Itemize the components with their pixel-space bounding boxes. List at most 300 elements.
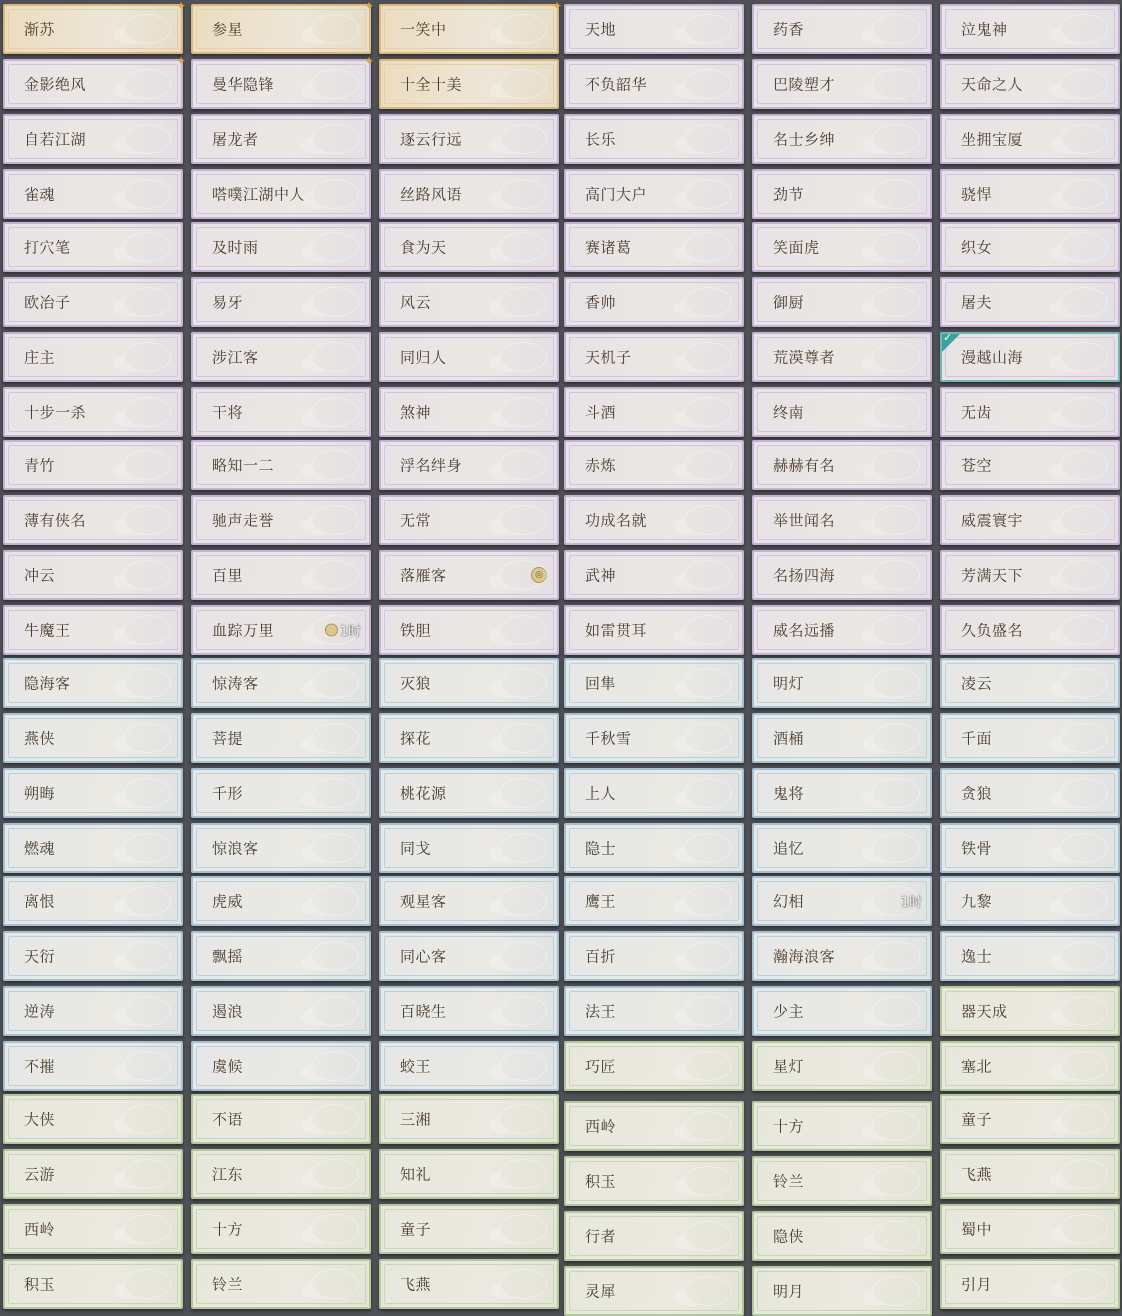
title-tile[interactable] (564, 1041, 744, 1091)
title-tile[interactable] (379, 0, 563, 54)
title-tile[interactable] (379, 1259, 559, 1309)
title-tile[interactable] (940, 222, 1120, 272)
title-label: 幻相 (773, 892, 805, 911)
title-label: 铃兰 (773, 1172, 805, 1191)
title-tile[interactable] (752, 1156, 932, 1206)
title-tile[interactable] (752, 1041, 932, 1091)
title-tile[interactable] (940, 931, 1120, 981)
title-tile[interactable] (940, 4, 1120, 54)
title-tile[interactable] (940, 768, 1120, 818)
title-tile[interactable] (191, 495, 371, 545)
title-tile[interactable] (564, 986, 744, 1036)
title-tile[interactable] (191, 1259, 371, 1309)
title-label: 渐苏 (24, 20, 56, 39)
title-label: 高门大户 (585, 185, 648, 204)
title-tile[interactable] (564, 876, 744, 926)
title-tile[interactable] (564, 550, 744, 600)
title-label: 血踪万里 (212, 621, 275, 640)
title-tile[interactable] (940, 658, 1120, 708)
sparkle-icon: ✦ (363, 54, 375, 68)
title-label: 易牙 (212, 293, 244, 312)
title-tile[interactable] (379, 1041, 559, 1091)
title-tile[interactable] (3, 114, 183, 164)
title-tile[interactable] (564, 495, 744, 545)
title-tile[interactable] (564, 59, 744, 109)
title-tile[interactable] (191, 986, 371, 1036)
checkmark-icon: ✓ (943, 331, 953, 344)
title-label: 牛魔王 (24, 621, 71, 640)
title-label: 食为天 (400, 238, 447, 257)
title-tile[interactable] (940, 1149, 1120, 1199)
title-label: 威震寰宇 (961, 511, 1024, 530)
title-label: 铁骨 (961, 839, 993, 858)
title-tile[interactable] (752, 1101, 932, 1151)
title-label: 芳满天下 (961, 566, 1024, 585)
title-tile[interactable] (564, 823, 744, 873)
title-column (3, 0, 187, 1310)
title-tile[interactable] (191, 658, 371, 708)
title-tile[interactable] (564, 1211, 744, 1261)
title-label: 织女 (961, 238, 993, 257)
title-tile[interactable] (191, 277, 371, 327)
title-label: 煞神 (400, 403, 432, 422)
title-label: 灭狼 (400, 674, 432, 693)
title-tile[interactable] (191, 114, 371, 164)
title-label: 离恨 (24, 892, 56, 911)
title-tile[interactable] (752, 440, 932, 490)
title-label: 百里 (212, 566, 244, 585)
title-label: 积玉 (585, 1172, 617, 1191)
title-tile[interactable] (752, 387, 932, 437)
title-tile[interactable] (379, 713, 559, 763)
title-label: 薄有侠名 (24, 511, 87, 530)
title-tile[interactable] (564, 1156, 744, 1206)
title-tile[interactable] (191, 0, 375, 54)
title-tile[interactable] (940, 550, 1120, 600)
title-tile[interactable] (3, 440, 183, 490)
title-label: 鹰王 (585, 892, 617, 911)
title-label: 千形 (212, 784, 244, 803)
title-tile[interactable] (3, 277, 183, 327)
title-tile[interactable] (564, 1101, 744, 1151)
title-tile[interactable] (564, 605, 744, 655)
title-label: 涉江客 (212, 348, 259, 367)
title-tile[interactable] (191, 713, 371, 763)
clock-icon (325, 624, 338, 637)
title-label: 隐侠 (773, 1227, 805, 1246)
title-label: 无常 (400, 511, 432, 530)
title-tile[interactable] (379, 823, 559, 873)
title-tile[interactable] (752, 876, 932, 926)
title-label: 丝路风语 (400, 185, 463, 204)
title-tile[interactable] (3, 332, 183, 382)
title-label: 燕侠 (24, 729, 56, 748)
title-tile[interactable] (752, 114, 932, 164)
title-tile[interactable] (379, 495, 559, 545)
title-label: 举世闻名 (773, 511, 836, 530)
title-label: 童子 (961, 1110, 993, 1129)
title-label: 西岭 (24, 1220, 56, 1239)
title-label: 十全十美 (400, 75, 463, 94)
title-label: 百晓生 (400, 1002, 447, 1021)
title-column (940, 0, 1120, 1310)
title-tile[interactable] (3, 1259, 183, 1309)
title-tile[interactable] (940, 1259, 1120, 1309)
title-tile[interactable] (379, 1094, 559, 1144)
title-tile[interactable] (940, 876, 1120, 926)
title-label: 名士乡绅 (773, 130, 836, 149)
title-label: 凌云 (961, 674, 993, 693)
title-label: 朔晦 (24, 784, 56, 803)
title-tile[interactable] (379, 658, 559, 708)
title-label: 天机子 (585, 348, 632, 367)
title-tile[interactable] (3, 768, 183, 818)
title-label: 参星 (212, 20, 244, 39)
title-label: 追忆 (773, 839, 805, 858)
title-tile[interactable] (3, 931, 183, 981)
title-tile[interactable] (191, 1041, 371, 1091)
title-label: 鬼将 (773, 784, 805, 803)
title-label: 御厨 (773, 293, 805, 312)
title-label: 瀚海浪客 (773, 947, 836, 966)
title-tile[interactable] (564, 114, 744, 164)
title-label: 风云 (400, 293, 432, 312)
coin-icon: ◎ (531, 567, 547, 583)
title-tile[interactable] (940, 59, 1120, 109)
title-label: 探花 (400, 729, 432, 748)
title-tile[interactable] (3, 169, 183, 219)
title-tile[interactable] (564, 169, 744, 219)
duration-text: 1时 (339, 624, 361, 640)
title-tile[interactable] (379, 114, 559, 164)
title-label: 行者 (585, 1227, 617, 1246)
title-label: 同戈 (400, 839, 432, 858)
title-tile[interactable] (191, 605, 371, 655)
title-column (191, 0, 375, 1310)
title-tile[interactable] (564, 713, 744, 763)
title-label: 同心客 (400, 947, 447, 966)
title-tile[interactable] (564, 387, 744, 437)
title-label: 苍空 (961, 456, 993, 475)
title-column (564, 0, 744, 1310)
title-label: 自若江湖 (24, 130, 87, 149)
title-tile[interactable] (752, 4, 932, 54)
title-tile[interactable] (564, 440, 744, 490)
title-label: 明月 (773, 1282, 805, 1301)
title-label: 功成名就 (585, 511, 648, 530)
title-tile[interactable] (564, 222, 744, 272)
title-tile[interactable] (752, 658, 932, 708)
title-tile[interactable] (940, 1094, 1120, 1144)
title-tile[interactable] (191, 876, 371, 926)
title-label: 长乐 (585, 130, 617, 149)
title-label: 香帅 (585, 293, 617, 312)
title-label: 天地 (585, 20, 617, 39)
title-label: 庄主 (24, 348, 56, 367)
title-label: 雀魂 (24, 185, 56, 204)
title-label: 铃兰 (212, 1275, 244, 1294)
title-label: 药香 (773, 20, 805, 39)
title-label: 星灯 (773, 1057, 805, 1076)
title-tile[interactable] (3, 550, 183, 600)
title-tile[interactable] (940, 387, 1120, 437)
title-label: 打穴笔 (24, 238, 71, 257)
title-tile[interactable] (379, 986, 559, 1036)
title-label: 逆涛 (24, 1002, 56, 1021)
title-label: 武神 (585, 566, 617, 585)
title-label: 桃花源 (400, 784, 447, 803)
title-tile[interactable] (379, 931, 559, 981)
title-tile[interactable] (752, 550, 932, 600)
title-label: 九黎 (961, 892, 993, 911)
title-tile[interactable] (564, 4, 744, 54)
title-label: 三湘 (400, 1110, 432, 1129)
duration-badge (325, 621, 361, 640)
title-tile[interactable] (379, 876, 559, 926)
title-label: 坐拥宝厦 (961, 130, 1024, 149)
title-tile[interactable] (940, 495, 1120, 545)
title-label: 隐士 (585, 839, 617, 858)
title-tile[interactable] (379, 277, 559, 327)
title-label: 巧匠 (585, 1057, 617, 1076)
title-tile[interactable] (940, 823, 1120, 873)
title-tile[interactable] (379, 440, 559, 490)
title-tile[interactable] (3, 823, 183, 873)
title-tile[interactable] (3, 1094, 183, 1144)
title-tile[interactable] (3, 1149, 183, 1199)
title-label: 不语 (212, 1110, 244, 1129)
title-tile[interactable] (379, 605, 559, 655)
title-label: 不负韶华 (585, 75, 648, 94)
title-label: 泣鬼神 (961, 20, 1008, 39)
title-tile[interactable] (191, 169, 371, 219)
title-label: 赛诸葛 (585, 238, 632, 257)
title-label: 贪狼 (961, 784, 993, 803)
title-tile[interactable] (379, 1204, 559, 1254)
title-tile[interactable] (752, 931, 932, 981)
title-tile[interactable] (940, 277, 1120, 327)
title-column (379, 0, 563, 1310)
title-tile[interactable] (3, 1041, 183, 1091)
title-label: 终南 (773, 403, 805, 422)
title-tile[interactable] (379, 1149, 559, 1199)
title-tile[interactable] (752, 1211, 932, 1261)
title-label: 观星客 (400, 892, 447, 911)
title-tile[interactable] (191, 332, 371, 382)
title-tile[interactable] (191, 1204, 371, 1254)
title-label: 曼华隐锋 (212, 75, 275, 94)
title-label: 如雷贯耳 (585, 621, 648, 640)
title-tile[interactable] (940, 605, 1120, 655)
title-label: 屠夫 (961, 293, 993, 312)
title-label: 飞燕 (400, 1275, 432, 1294)
title-label: 隐海客 (24, 674, 71, 693)
title-label: 千秋雪 (585, 729, 632, 748)
title-label: 落雁客 (400, 566, 447, 585)
title-tile[interactable] (564, 277, 744, 327)
title-tile[interactable] (191, 550, 371, 600)
title-label: 驰声走誉 (212, 511, 275, 530)
sparkle-icon: ✦ (175, 0, 187, 13)
title-tile[interactable] (940, 1204, 1120, 1254)
title-label: 无齿 (961, 403, 993, 422)
title-tile[interactable] (3, 658, 183, 708)
title-label: 上人 (585, 784, 617, 803)
title-tile[interactable] (3, 605, 183, 655)
title-label: 少主 (773, 1002, 805, 1021)
title-tile[interactable] (752, 222, 932, 272)
title-tile[interactable] (752, 823, 932, 873)
title-label: 天命之人 (961, 75, 1024, 94)
title-label: 灵犀 (585, 1282, 617, 1301)
title-label: 虞候 (212, 1057, 244, 1076)
title-tile[interactable] (940, 1041, 1120, 1091)
title-tile[interactable] (940, 986, 1120, 1036)
title-tile[interactable] (752, 277, 932, 327)
title-label: 西岭 (585, 1117, 617, 1136)
title-tile[interactable] (379, 550, 559, 600)
title-label: 劲节 (773, 185, 805, 204)
title-tile[interactable] (379, 387, 559, 437)
duration-text: 1时 (900, 895, 922, 911)
title-label: 及时雨 (212, 238, 259, 257)
title-tile[interactable] (379, 222, 559, 272)
title-label: 酒桶 (773, 729, 805, 748)
title-tile[interactable] (940, 332, 1120, 382)
title-tile[interactable] (3, 986, 183, 1036)
title-label: 虎威 (212, 892, 244, 911)
title-label: 大侠 (24, 1110, 56, 1129)
title-label: 不摧 (24, 1057, 56, 1076)
sparkle-icon: ✦ (363, 0, 375, 13)
title-tile[interactable] (940, 114, 1120, 164)
title-tile[interactable] (752, 495, 932, 545)
title-label: 骁悍 (961, 185, 993, 204)
title-label: 嗒噗江湖中人 (212, 185, 306, 204)
title-label: 笑面虎 (773, 238, 820, 257)
title-tile[interactable] (564, 1266, 744, 1316)
title-label: 名扬四海 (773, 566, 836, 585)
title-tile[interactable] (752, 332, 932, 382)
title-tile[interactable] (191, 387, 371, 437)
title-label: 十步一杀 (24, 403, 87, 422)
title-tile[interactable] (940, 713, 1120, 763)
title-label: 十方 (773, 1117, 805, 1136)
title-tile[interactable] (379, 332, 559, 382)
title-tile[interactable] (3, 713, 183, 763)
title-label: 回隼 (585, 674, 617, 693)
title-tile[interactable] (564, 768, 744, 818)
title-tile[interactable] (379, 768, 559, 818)
title-tile[interactable] (379, 59, 559, 109)
title-label: 燃魂 (24, 839, 56, 858)
title-label: 蛟王 (400, 1057, 432, 1076)
title-tile[interactable] (752, 169, 932, 219)
title-tile[interactable] (564, 931, 744, 981)
title-tile[interactable] (191, 440, 371, 490)
title-tile[interactable] (191, 1094, 371, 1144)
title-tile[interactable] (3, 54, 187, 109)
title-column (752, 0, 932, 1310)
title-label: 飞燕 (961, 1165, 993, 1184)
title-tile[interactable] (3, 222, 183, 272)
sparkle-icon: ✦ (175, 54, 187, 68)
title-tile[interactable] (752, 59, 932, 109)
title-label: 遏浪 (212, 1002, 244, 1021)
title-tile[interactable] (191, 1149, 371, 1199)
title-tile[interactable] (940, 169, 1120, 219)
title-tile[interactable] (3, 387, 183, 437)
title-tile[interactable] (3, 876, 183, 926)
title-label: 引月 (961, 1275, 993, 1294)
title-label: 屠龙者 (212, 130, 259, 149)
title-label: 同归人 (400, 348, 447, 367)
title-tile[interactable] (379, 169, 559, 219)
title-label: 略知一二 (212, 456, 275, 475)
title-label: 干将 (212, 403, 244, 422)
title-label: 童子 (400, 1220, 432, 1239)
title-tile[interactable] (191, 54, 375, 109)
title-label: 明灯 (773, 674, 805, 693)
title-tile[interactable] (752, 986, 932, 1036)
title-label: 逐云行远 (400, 130, 463, 149)
title-label: 蜀中 (961, 1220, 993, 1239)
title-label: 一笑中 (400, 20, 447, 39)
title-tile[interactable] (191, 931, 371, 981)
title-label: 百折 (585, 947, 617, 966)
title-label: 菩提 (212, 729, 244, 748)
title-tile[interactable] (191, 823, 371, 873)
title-tile[interactable] (564, 332, 744, 382)
title-tile[interactable] (191, 768, 371, 818)
title-label: 漫越山海 (961, 348, 1024, 367)
title-label: 器天成 (961, 1002, 1008, 1021)
title-tile[interactable] (3, 1204, 183, 1254)
title-label: 冲云 (24, 566, 56, 585)
title-label: 惊浪客 (212, 839, 259, 858)
duration-badge (901, 892, 922, 911)
title-label: 天衍 (24, 947, 56, 966)
title-tile[interactable] (940, 440, 1120, 490)
title-label: 巴陵塑才 (773, 75, 836, 94)
title-label: 惊涛客 (212, 674, 259, 693)
title-label: 赤炼 (585, 456, 617, 475)
title-label: 积玉 (24, 1275, 56, 1294)
title-tile[interactable] (752, 1266, 932, 1316)
title-label: 逸士 (961, 947, 993, 966)
title-label: 知礼 (400, 1165, 432, 1184)
title-label: 千面 (961, 729, 993, 748)
sparkle-icon: ✦ (551, 0, 563, 13)
title-label: 法王 (585, 1002, 617, 1021)
title-tile[interactable] (3, 0, 187, 54)
title-tile[interactable] (191, 222, 371, 272)
title-label: 浮名绊身 (400, 456, 463, 475)
title-label: 飘摇 (212, 947, 244, 966)
title-label: 塞北 (961, 1057, 993, 1076)
title-tile[interactable] (752, 768, 932, 818)
title-tile[interactable] (752, 713, 932, 763)
title-label: 斗酒 (585, 403, 617, 422)
title-tile[interactable] (3, 495, 183, 545)
title-label: 青竹 (24, 456, 56, 475)
title-label: 江东 (212, 1165, 244, 1184)
title-tile[interactable] (752, 605, 932, 655)
title-label: 云游 (24, 1165, 56, 1184)
title-tile[interactable] (564, 658, 744, 708)
title-label: 十方 (212, 1220, 244, 1239)
title-label: 赫赫有名 (773, 456, 836, 475)
